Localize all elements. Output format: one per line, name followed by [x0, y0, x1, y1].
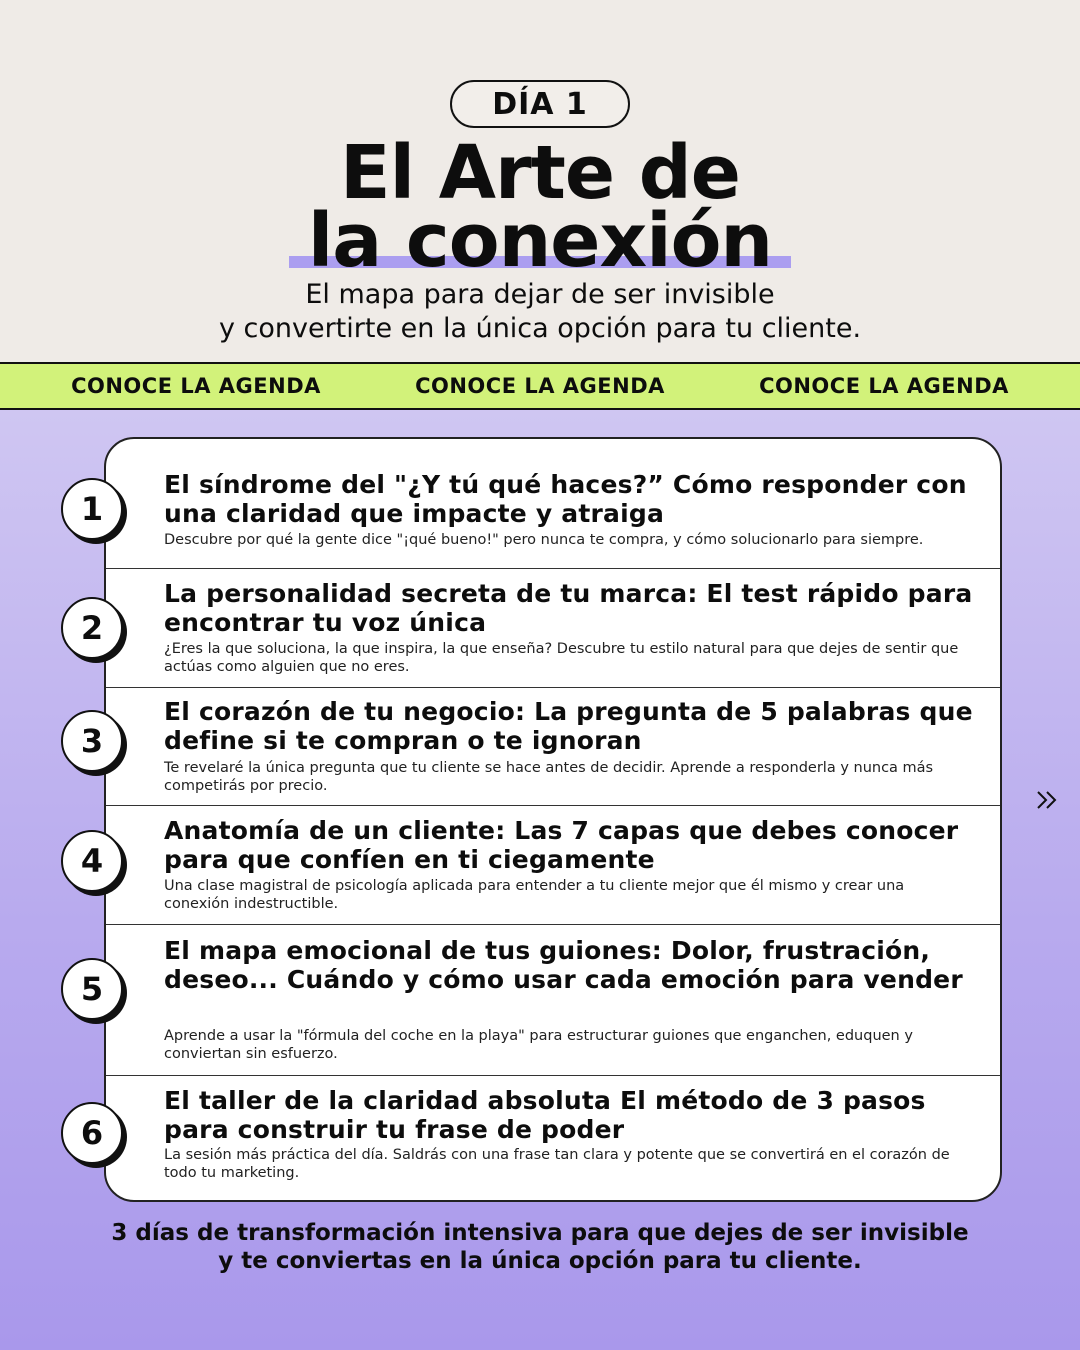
agenda-item-description: La sesión más práctica del día. Saldrás con una frase tan clara y potente que se convertirá en el corazón de todo tu marketing. [164, 1147, 950, 1181]
agenda-card [104, 437, 1002, 1202]
ticker-item: CONOCE LA AGENDA [71, 374, 321, 398]
day-badge: DÍA 1 [450, 80, 630, 128]
page-title-line-1: El Arte de [340, 130, 740, 216]
step-number-badge: 2 [61, 597, 123, 659]
step-number-badge: 1 [61, 478, 123, 540]
agenda-item-description: ¿Eres la que soluciona, la que inspira, la que enseña? Descubre tu estilo natural para que dejes de sentir que actúas como alguien que no eres. [164, 641, 959, 675]
step-number-badge: 5 [61, 958, 123, 1020]
header-section [0, 0, 1080, 362]
agenda-item [106, 1076, 1002, 1202]
subtitle-line-2: y convertirte en la única opción para tu cliente. [218, 313, 862, 344]
agenda-item-title: La personalidad secreta de tu marca: El test rápido para encontrar tu voz única [164, 579, 973, 637]
page-title-line-2-text: la conexión [307, 198, 773, 284]
agenda-item-title: El corazón de tu negocio: La pregunta de 5 palabras que define si te compran o te ignoran [164, 697, 973, 755]
agenda-item [106, 569, 1002, 688]
closing-statement-line-2: y te conviertas en la única opción para tu cliente. [218, 1248, 862, 1274]
agenda-item-title: El mapa emocional de tus guiones: Dolor, frustración, deseo... Cuándo y cómo usar cada emoción para vender [164, 936, 963, 994]
closing-statement-line-1: 3 días de transformación intensiva para que dejes de ser invisible [111, 1220, 969, 1246]
agenda-item-title: El taller de la claridad absoluta El método de 3 pasos para construir tu frase de poder [164, 1086, 926, 1144]
double-chevron-right-icon[interactable] [1034, 787, 1060, 813]
agenda-item [106, 806, 1002, 925]
agenda-item-title: El síndrome del "¿Y tú qué haces?” Cómo responder con una claridad que impacte y atraiga [164, 470, 967, 528]
agenda-item [106, 925, 1002, 1076]
step-number-badge: 3 [61, 710, 123, 772]
step-number-badge: 6 [61, 1102, 123, 1164]
agenda-item-description: Una clase magistral de psicología aplicada para entender a tu cliente mejor que él mismo y crear una conexión indestructible. [164, 878, 905, 912]
agenda-ticker [0, 362, 1080, 410]
agenda-item-description: Aprende a usar la "fórmula del coche en la playa" para estructurar guiones que enganchen, eduquen y conviertan sin esfuerzo. [164, 1028, 913, 1062]
agenda-item-title: Anatomía de un cliente: Las 7 capas que debes conocer para que confíen en ti ciegamente [164, 816, 959, 874]
subtitle-line-1: El mapa para dejar de ser invisible [305, 279, 775, 310]
step-number-badge: 4 [61, 830, 123, 892]
ticker-item: CONOCE LA AGENDA [415, 374, 665, 398]
agenda-item [106, 688, 1002, 806]
ticker-item: CONOCE LA AGENDA [759, 374, 1009, 398]
agenda-item-description: Te revelaré la única pregunta que tu cliente se hace antes de decidir. Aprende a responderla y nunca más competirás por precio. [164, 760, 934, 794]
page-title-line-2 [0, 198, 1080, 284]
agenda-item-description: Descubre por qué la gente dice "¡qué bueno!" pero nunca te compra, y cómo solucionarlo para siempre. [164, 532, 924, 548]
agenda-item [106, 439, 1002, 569]
